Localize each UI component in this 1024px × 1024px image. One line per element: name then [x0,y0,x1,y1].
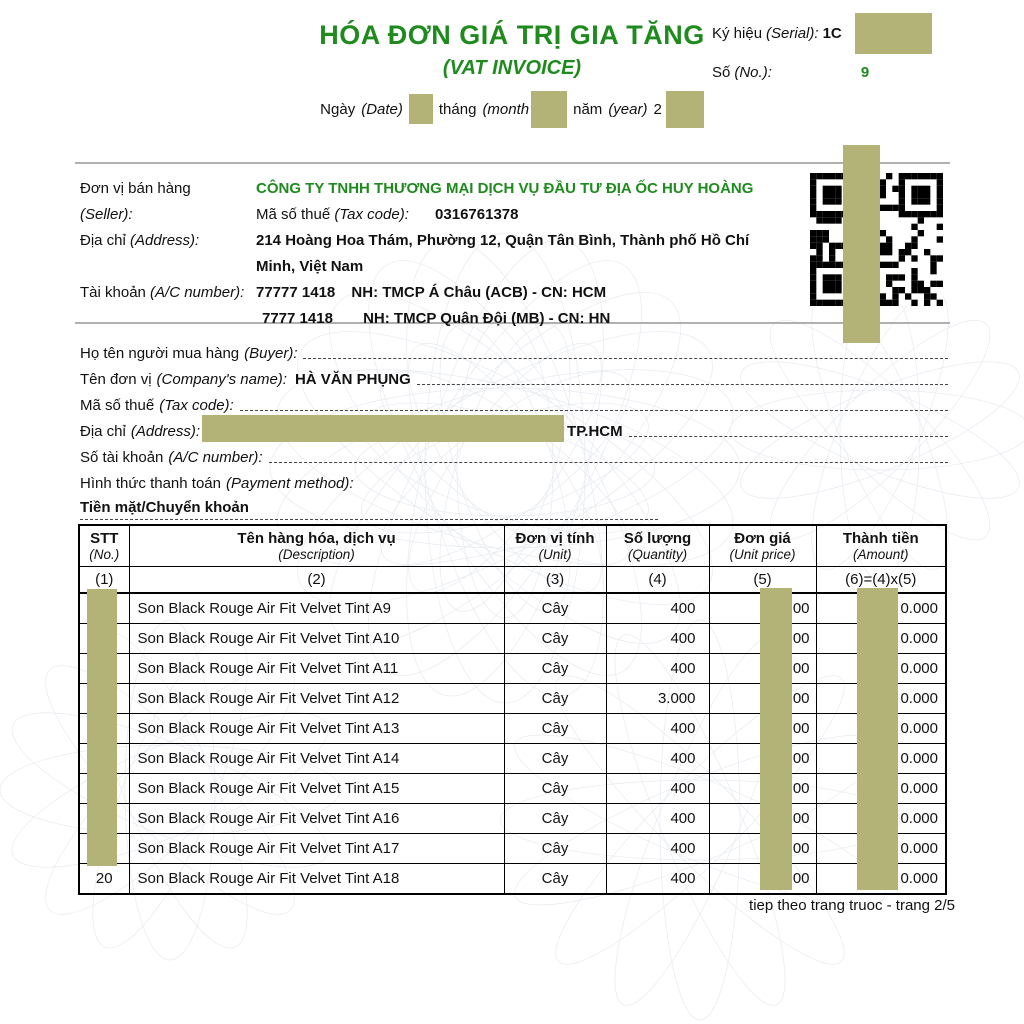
cell-name: Son Black Rouge Air Fit Velvet Tint A16 [129,804,504,834]
buyer-company-name: HÀ VĂN PHỤNG [294,371,411,388]
cell-unit: Cây [504,804,606,834]
cell-price: 00 [709,744,816,774]
buyer-section [80,338,948,520]
colnum-5: (5) [709,567,816,594]
cell-name: Son Black Rouge Air Fit Velvet Tint A10 [129,624,504,654]
redaction-box-serial [855,13,932,54]
items-table-wrap [78,524,947,895]
items-table [78,524,947,895]
seller-bank-2: NH: TMCP Quân Đội (MB) - CN: HN [363,310,611,327]
seller-tax-code: 0316761378 [435,206,519,223]
header-unit-price: Đơn giá (Unit price) [709,525,816,567]
invoice-subtitle: (VAT INVOICE) [442,57,582,79]
seller-tax-label: Mã số thuế [256,206,331,223]
header-unit: Đơn vị tính (Unit) [504,525,606,567]
payment-value-row [80,494,948,520]
cell-qty: 400 [606,654,709,684]
cell-unit: Cây [504,624,606,654]
cell-amount: 0.000 [816,804,946,834]
cell-amount: 0.000 [816,834,946,864]
number-label: Số [712,63,731,81]
colnum-6: (6)=(4)x(5) [816,567,946,594]
seller-address: 214 Hoàng Hoa Thám, Phường 12, Quận Tân Bình, Thành phố Hồ Chí Minh, Việt Nam [256,232,750,275]
cell-unit: Cây [504,654,606,684]
buyer-company-row: Tên đơn vị (Company's name): HÀ VĂN PHỤNG [80,364,948,390]
cell-unit: Cây [504,684,606,714]
redaction-bar-amount [857,588,898,890]
table-row [79,714,946,744]
cell-price: 00 [709,774,816,804]
seller-label: Đơn vị bán hàng (Seller): [80,180,191,223]
header-amount: Thành tiền (Amount) [816,525,946,567]
colnum-3: (3) [504,567,606,594]
cell-name: Son Black Rouge Air Fit Velvet Tint A18 [129,864,504,895]
dotted-line [417,384,948,385]
cell-amount: 0.000 [816,684,946,714]
serial-value: 1C [822,24,842,42]
buyer-name-row: Họ tên người mua hàng (Buyer): [80,338,948,364]
separator-line-top [75,162,950,164]
redaction-bar-stt [87,589,117,866]
cell-amount: 0.000 [816,714,946,744]
dotted-line [269,462,948,463]
table-row [79,744,946,774]
seller-account-label: Tài khoản (A/C number): [80,284,245,301]
buyer-address-row: Địa chỉ (Address): TP.HCM [80,416,948,442]
cell-unit: Cây [504,774,606,804]
cell-qty: 400 [606,714,709,744]
serial-label: Ký hiệu [712,24,763,42]
seller-tax-label-en: (Tax code): [334,206,409,223]
page-footer: tiep theo trang truoc - trang 2/5 [749,897,955,914]
cell-price: 00 [709,834,816,864]
cell-name: Son Black Rouge Air Fit Velvet Tint A11 [129,654,504,684]
table-row [79,804,946,834]
dotted-line [303,358,948,359]
cell-amount: 0.000 [816,864,946,895]
cell-name: Son Black Rouge Air Fit Velvet Tint A9 [129,593,504,624]
buyer-account-row: Số tài khoản (A/C number): [80,442,948,468]
table-colnum-row [79,567,946,594]
table-row [79,864,946,895]
cell-unit: Cây [504,834,606,864]
colnum-4: (4) [606,567,709,594]
buyer-tax-row: Mã số thuế (Tax code): [80,390,948,416]
table-row [79,654,946,684]
cell-price: 00 [709,714,816,744]
cell-qty: 400 [606,744,709,774]
cell-name: Son Black Rouge Air Fit Velvet Tint A15 [129,774,504,804]
table-row [79,593,946,624]
year-value-prefix: 2 [653,100,662,118]
cell-qty: 400 [606,624,709,654]
cell-unit: Cây [504,593,606,624]
cell-qty: 400 [606,774,709,804]
table-row [79,684,946,714]
cell-price: 00 [709,684,816,714]
redaction-bar-qr [843,145,880,343]
table-row [79,834,946,864]
cell-amount: 0.000 [816,624,946,654]
dotted-line [629,436,948,437]
cell-price: 00 [709,624,816,654]
seller-account-1: 77777 1418 [256,284,336,301]
cell-unit: Cây [504,714,606,744]
cell-name: Son Black Rouge Air Fit Velvet Tint A13 [129,714,504,744]
cell-price: 00 [709,804,816,834]
cell-price: 00 [709,864,816,895]
seller-account-2: 7777 1418 [262,310,333,327]
serial-label-en: (Serial): [766,24,819,42]
cell-qty: 400 [606,834,709,864]
seller-company-name: CÔNG TY TNHH THƯƠNG MẠI DỊCH VỤ ĐẦU TƯ ĐỊA ỐC HUY HOÀNG [256,180,754,197]
cell-amount: 0.000 [816,774,946,804]
cell-amount: 0.000 [816,593,946,624]
payment-label-row: Hình thức thanh toán (Payment method): [80,475,354,492]
cell-name: Son Black Rouge Air Fit Velvet Tint A14 [129,744,504,774]
cell-unit: Cây [504,744,606,774]
seller-bank-1: NH: TMCP Á Châu (ACB) - CN: HCM [351,284,607,301]
number-value: 9 [860,63,870,81]
redaction-box-year [666,91,704,128]
cell-name: Son Black Rouge Air Fit Velvet Tint A17 [129,834,504,864]
invoice-title: HÓA ĐƠN GIÁ TRỊ GIA TĂNG [319,20,705,50]
header-stt: STT (No.) [79,525,129,567]
month-label-en: (month [482,100,530,118]
colnum-1: (1) [79,567,129,594]
payment-method-value: Tiền mặt/Chuyển khoản [80,499,658,520]
header-quantity: Số lượng (Quantity) [606,525,709,567]
cell-qty: 400 [606,593,709,624]
month-label: tháng [438,100,477,118]
invoice-date-line [0,89,1024,129]
cell-amount: 0.000 [816,744,946,774]
date-label: Ngày [320,100,356,118]
redaction-box-day [409,94,433,124]
buyer-address-visible: TP.HCM [567,423,623,440]
dotted-line [240,410,948,411]
colnum-2: (2) [129,567,504,594]
year-label: năm [573,100,603,118]
cell-stt: 20 [79,864,129,895]
seller-address-label: Địa chỉ (Address): [80,232,200,249]
header-description: Tên hàng hóa, dịch vụ (Description) [129,525,504,567]
cell-name: Son Black Rouge Air Fit Velvet Tint A12 [129,684,504,714]
redaction-box-buyer-address [202,415,564,442]
redaction-bar-unit-price [760,588,792,890]
redaction-box-month [531,91,567,128]
cell-qty: 3.000 [606,684,709,714]
date-label-en: (Date) [361,100,403,118]
cell-price: 00 [709,593,816,624]
year-label-en: (year) [608,100,648,118]
cell-amount: 0.000 [816,654,946,684]
cell-price: 00 [709,654,816,684]
cell-unit: Cây [504,864,606,895]
serial-block [712,20,869,85]
cell-qty: 400 [606,804,709,834]
table-row [79,624,946,654]
table-header-row [79,525,946,567]
number-label-en: (No.): [734,63,772,81]
table-row [79,774,946,804]
cell-qty: 400 [606,864,709,895]
